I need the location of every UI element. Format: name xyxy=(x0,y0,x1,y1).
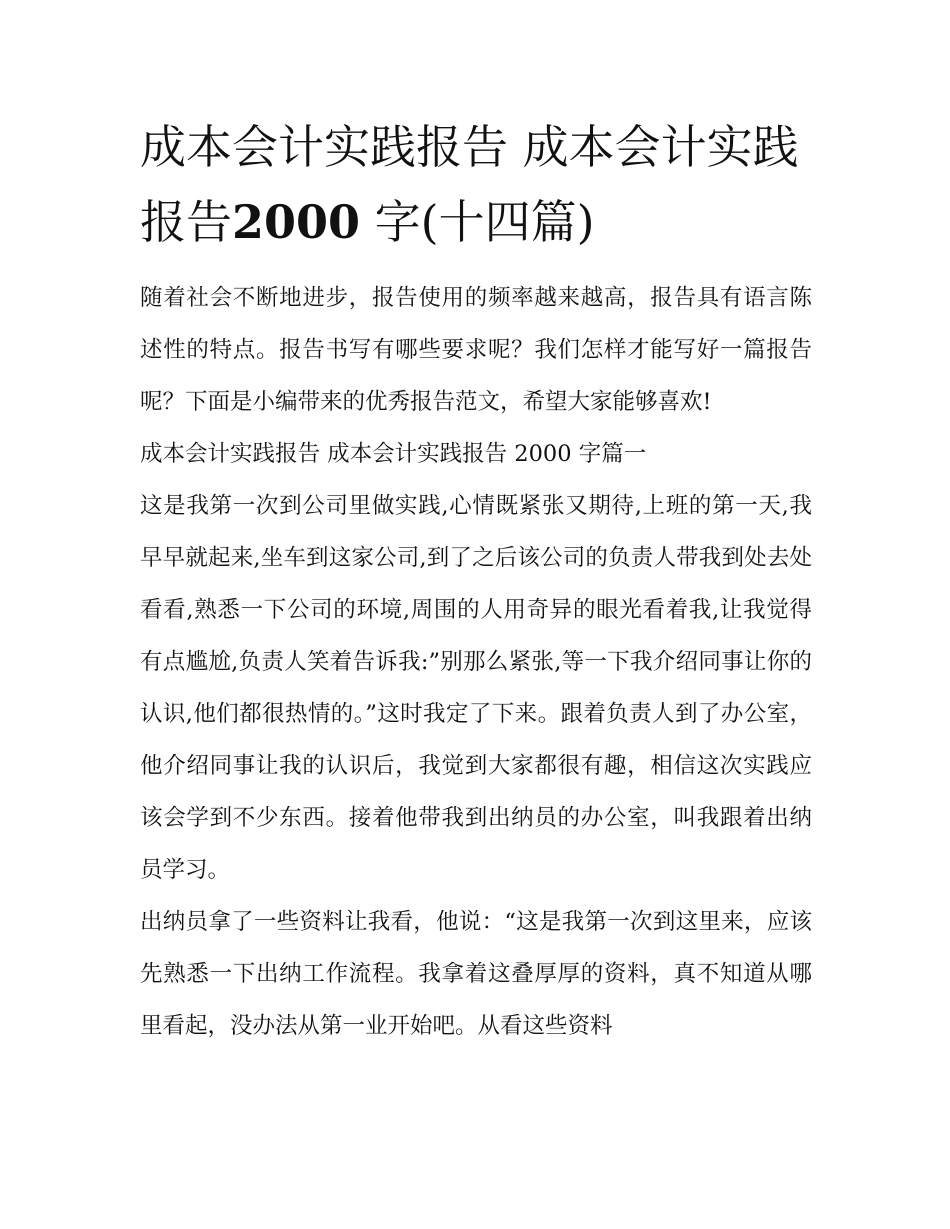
intro-paragraph: 随着社会不断地进步，报告使用的频率越来越高，报告具有语言陈述性的特点。报告书写有哪些要求呢？我们怎样才能写好一篇报告呢？下面是小编带来的优秀报告范文，希望大家能够喜欢! xyxy=(140,285,812,415)
title-number: 2000 xyxy=(232,195,361,249)
body-paragraph: 这是我第一次到公司里做实践,心情既紧张又期待,上班的第一天,我早早就起来,坐车到这家公司,到了之后该公司的负责人带我到处去处看看,熟悉一下公司的环境,周围的人用奇异的眼光看着我,让我觉得有点尴尬,负责人笑着告诉我:”别那么紧张,等一下我介绍同事让你的认识,他们都很热情的。”这时我定了下来。跟着负责人到了办公室，他介绍同事让我的认识后，我觉到大家都很有趣，相信这次实践应该会学到不少东西。接着他带我到出纳员的办公室，叫我跟着出纳员学习。 xyxy=(140,493,812,883)
document-page xyxy=(140,110,812,1052)
body-paragraph: 出纳员拿了一些资料让我看，他说：“这是我第一次到这里来，应该先熟悉一下出纳工作流程。我拿着这叠厚厚的资料，真不知道从哪里看起，没办法从第一业开始吧。从看这些资料 xyxy=(140,909,812,1039)
document-title xyxy=(140,110,812,260)
section-heading: 成本会计实践报告 成本会计实践报告 2000 字篇一 xyxy=(140,441,647,467)
title-text-part1: 成本会计实践报告 成本会计实践报告 xyxy=(140,120,799,249)
title-text-part2: 字(十四篇) xyxy=(360,195,595,249)
